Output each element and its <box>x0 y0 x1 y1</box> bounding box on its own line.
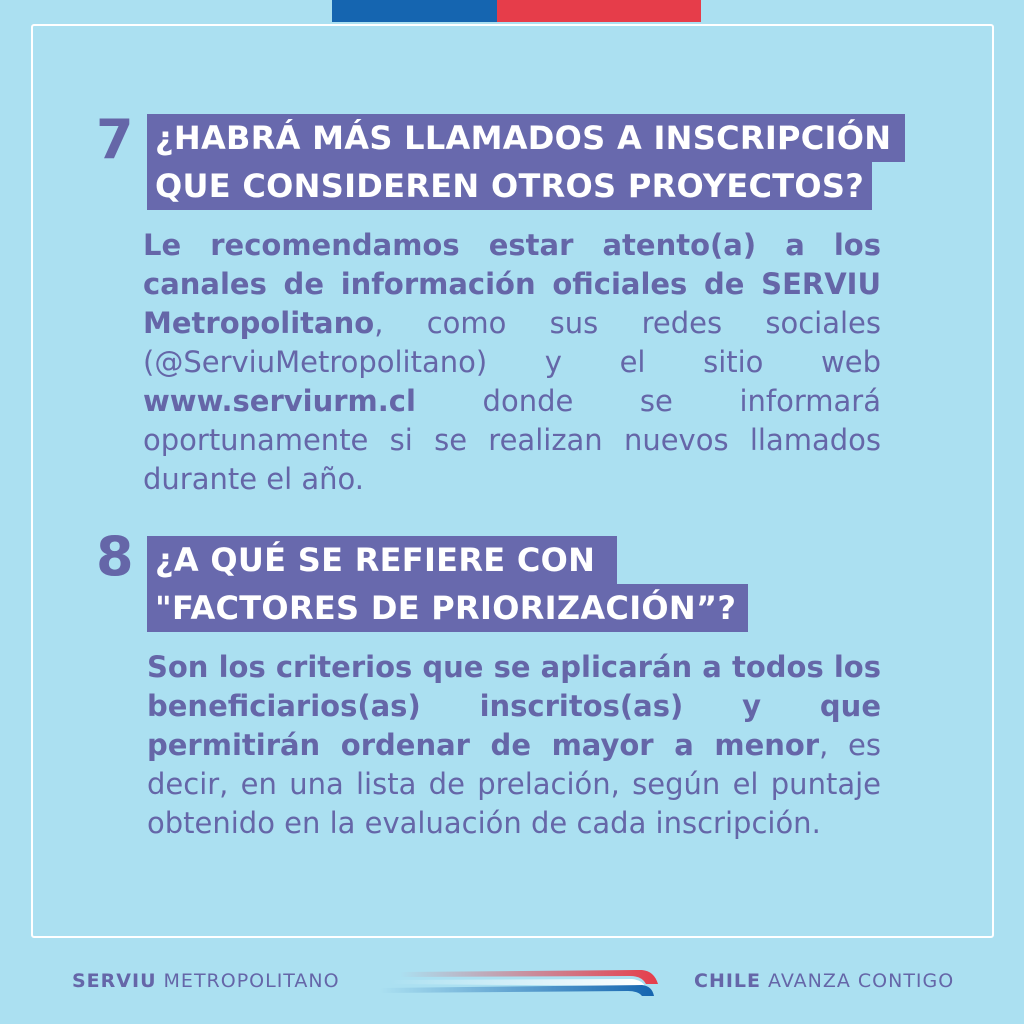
question-7-answer-bold1: Le recomendamos estar atento(a) a los canales de información oficiales de SERVIU Metropolitano <box>143 228 881 340</box>
question-8-title <box>147 536 748 632</box>
question-7-title-line2: QUE CONSIDEREN OTROS PROYECTOS? <box>147 162 872 210</box>
chile-swoosh-logo <box>380 962 662 1002</box>
footer-brand-chile <box>694 970 954 992</box>
question-7-title <box>147 114 905 210</box>
question-7-number: 7 <box>96 108 134 171</box>
footer-left-text: METROPOLITANO <box>156 970 340 992</box>
question-8-answer <box>147 648 881 843</box>
footer-right-bold: CHILE <box>694 970 762 992</box>
question-8-title-line1: ¿A QUÉ SE REFIERE CON <box>147 536 617 584</box>
question-8-answer-text1: , es decir, en una lista de prelación, según el puntaje obtenido en la evaluación de cada inscripción. <box>147 728 881 840</box>
question-8-number: 8 <box>96 525 134 588</box>
question-7-answer <box>143 226 881 499</box>
flag-stripe-red <box>497 0 701 22</box>
question-8-title-line2: "FACTORES DE PRIORIZACIÓN”? <box>147 584 748 632</box>
question-7-answer-text1: , como sus redes sociales (@ServiuMetropolitano) y el sitio web <box>143 306 881 379</box>
footer-left-bold: SERVIU <box>72 970 157 992</box>
question-7-answer-text2: donde se informará oportunamente si se realizan nuevos llamados durante el año. <box>143 384 881 496</box>
footer-brand-serviu <box>72 970 340 992</box>
question-7-answer-website: www.serviurm.cl <box>143 384 416 418</box>
question-7-title-line1: ¿HABRÁ MÁS LLAMADOS A INSCRIPCIÓN <box>147 114 905 162</box>
footer-right-text: AVANZA CONTIGO <box>761 970 955 992</box>
question-8-answer-bold1: Son los criterios que se aplicarán a todos los beneficiarios(as) inscritos(as) y que permitirán ordenar de mayor a menor <box>147 650 881 762</box>
flag-stripe-blue <box>332 0 497 22</box>
